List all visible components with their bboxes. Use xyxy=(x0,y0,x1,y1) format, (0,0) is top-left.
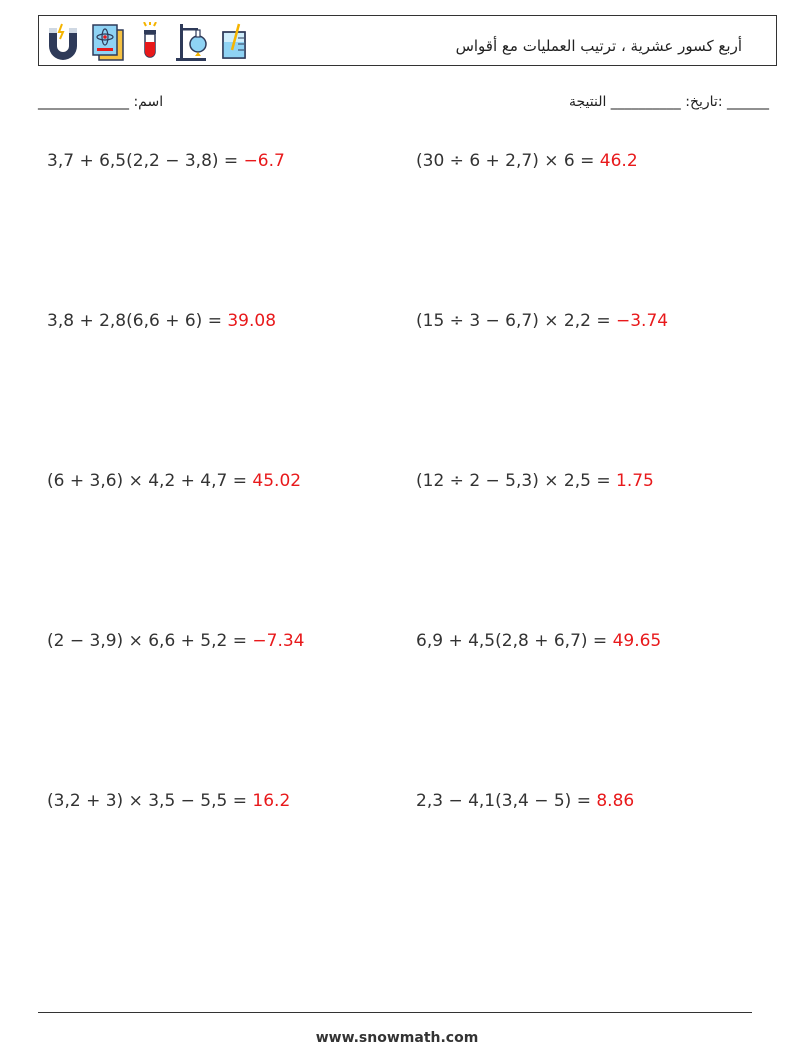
problem-10 xyxy=(416,791,634,811)
problem-6 xyxy=(416,471,654,491)
science-book-icon xyxy=(89,22,127,62)
problem-answer: 8.86 xyxy=(596,791,635,811)
problem-answer: 45.02 xyxy=(252,471,302,491)
problem-answer: 49.65 xyxy=(612,631,662,651)
footer-divider xyxy=(38,1012,752,1013)
problem-answer: −6.7 xyxy=(243,151,285,171)
problem-expression: 2,3 − 4,1(3,4 − 5) = xyxy=(416,791,597,811)
worksheet-title: أربع كسور عشرية ، ترتيب العمليات مع أقواس xyxy=(455,37,742,55)
problem-expression: (30 ÷ 6 + 2,7) × 6 = xyxy=(416,151,600,171)
problem-expression: (2 − 3,9) × 6,6 + 5,2 = xyxy=(47,631,253,651)
lab-stand-flask-icon xyxy=(173,22,209,62)
problem-answer: −7.34 xyxy=(252,631,305,651)
problem-expression: 3,8 + 2,8(6,6 + 6) = xyxy=(47,311,228,331)
worksheet-header xyxy=(38,15,777,66)
problem-expression: 3,7 + 6,5(2,2 − 3,8) = xyxy=(47,151,244,171)
problem-8 xyxy=(416,631,661,651)
problem-9 xyxy=(47,791,290,811)
problem-answer: 39.08 xyxy=(227,311,277,331)
problem-expression: (6 + 3,6) × 4,2 + 4,7 = xyxy=(47,471,253,491)
problem-expression: 6,9 + 4,5(2,8 + 6,7) = xyxy=(416,631,613,651)
problem-answer: 46.2 xyxy=(599,151,638,171)
name-field: اسم: _____________ xyxy=(38,94,164,110)
footer-website: www.snowmath.com xyxy=(315,1030,479,1046)
magnet-icon xyxy=(45,22,81,62)
test-tube-icon xyxy=(135,22,165,62)
problem-answer: 16.2 xyxy=(252,791,291,811)
problem-answer: 1.75 xyxy=(616,471,654,491)
problem-7 xyxy=(47,631,305,651)
problem-3 xyxy=(47,311,276,331)
problem-expression: (3,2 + 3) × 3,5 − 5,5 = xyxy=(47,791,253,811)
problem-expression: (15 ÷ 3 − 6,7) × 2,2 = xyxy=(416,311,616,331)
problem-answer: −3.74 xyxy=(616,311,669,331)
header-icons xyxy=(45,22,251,62)
problem-4 xyxy=(416,311,668,331)
date-score-field: ______ :تاريخ: __________ النتيجة xyxy=(568,94,769,110)
problem-2 xyxy=(416,151,638,171)
measuring-beaker-icon xyxy=(217,22,251,62)
problem-5 xyxy=(47,471,301,491)
problem-1 xyxy=(47,151,285,171)
problem-expression: (12 ÷ 2 − 5,3) × 2,5 = xyxy=(416,471,616,491)
